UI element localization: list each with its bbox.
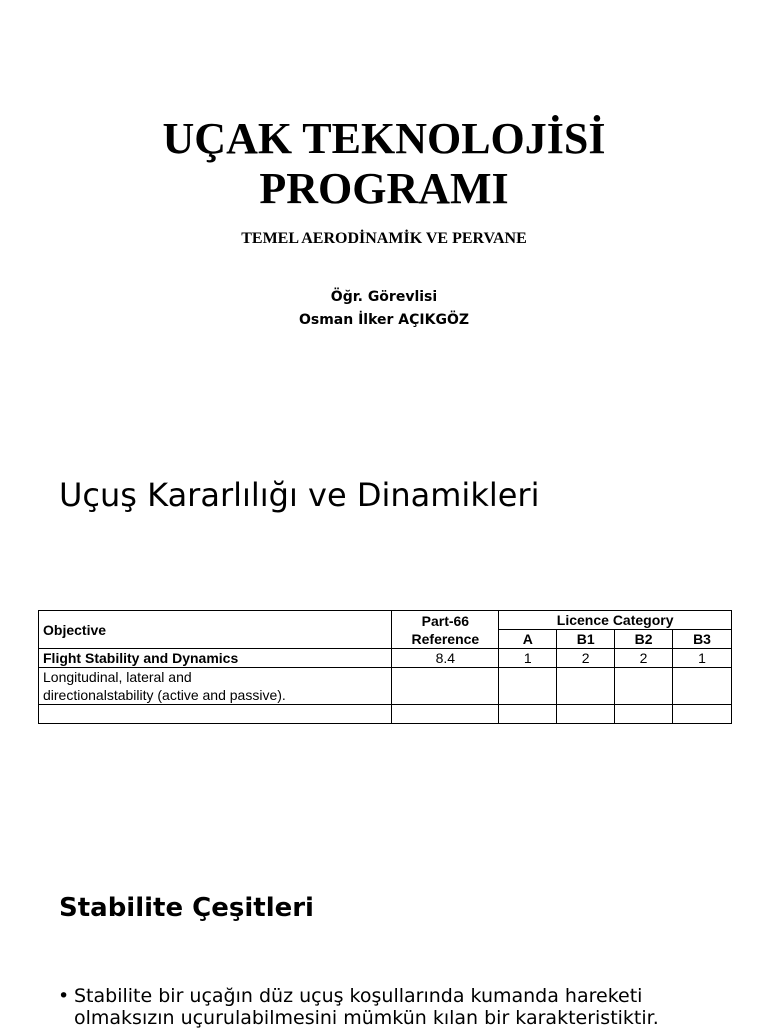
objective-table-container (38, 610, 732, 725)
row1-reference: 8.4 (392, 649, 499, 668)
row2-reference (392, 668, 499, 705)
row2-objective-line1: Longitudinal, lateral and (43, 669, 192, 685)
lecturer-name: Osman İlker AÇIKGÖZ (298, 312, 470, 328)
title-line-1: UÇAK TEKNOLOJİSİ (162, 114, 606, 163)
row2-objective (39, 668, 392, 705)
row3-a (499, 705, 557, 724)
row1-a: 1 (499, 649, 557, 668)
title-line-2: PROGRAMI (259, 164, 509, 213)
header-licence-category: Licence Category (499, 611, 732, 630)
document-subtitle: TEMEL AERODİNAMİK VE PERVANE (241, 230, 527, 247)
table-header-row (39, 611, 732, 630)
header-cat-b1: B1 (557, 630, 615, 649)
row3-b2 (615, 705, 673, 724)
list-item: • Stabilite bir uçağın düz uçuş koşullarında kumanda hareketi olmaksızın uçurulabilmesini mümkün kılan bir karakteristiktir. (58, 985, 728, 1029)
sub-heading: Stabilite Çeşitleri (59, 893, 314, 923)
section-heading: Uçuş Kararlılığı ve Dinamikleri (59, 476, 540, 514)
lecturer-role: Öğr. Görevlisi (330, 289, 438, 305)
row2-a (499, 668, 557, 705)
bullet-list (58, 985, 728, 1029)
row1-b2: 2 (615, 649, 673, 668)
row3-b3 (673, 705, 732, 724)
document-title (0, 114, 768, 214)
row2-objective-line2: directionalstability (active and passive). (43, 687, 286, 703)
table-row (39, 705, 732, 724)
row3-objective (39, 705, 392, 724)
header-reference (392, 611, 499, 649)
row2-b2 (615, 668, 673, 705)
row1-b1: 2 (557, 649, 615, 668)
header-objective: Objective (39, 611, 392, 649)
header-cat-a: A (499, 630, 557, 649)
row3-reference (392, 705, 499, 724)
row1-b3: 1 (673, 649, 732, 668)
header-cat-b2: B2 (615, 630, 673, 649)
table-row (39, 649, 732, 668)
row2-b1 (557, 668, 615, 705)
header-reference-line1: Part-66 (421, 612, 470, 629)
header-reference-line2: Reference (411, 630, 480, 647)
row3-b1 (557, 705, 615, 724)
row1-objective: Flight Stability and Dynamics (39, 649, 392, 668)
header-cat-b3: B3 (673, 630, 732, 649)
lecturer-block (0, 286, 768, 332)
row2-b3 (673, 668, 732, 705)
objective-table (38, 610, 732, 724)
table-row (39, 668, 732, 705)
